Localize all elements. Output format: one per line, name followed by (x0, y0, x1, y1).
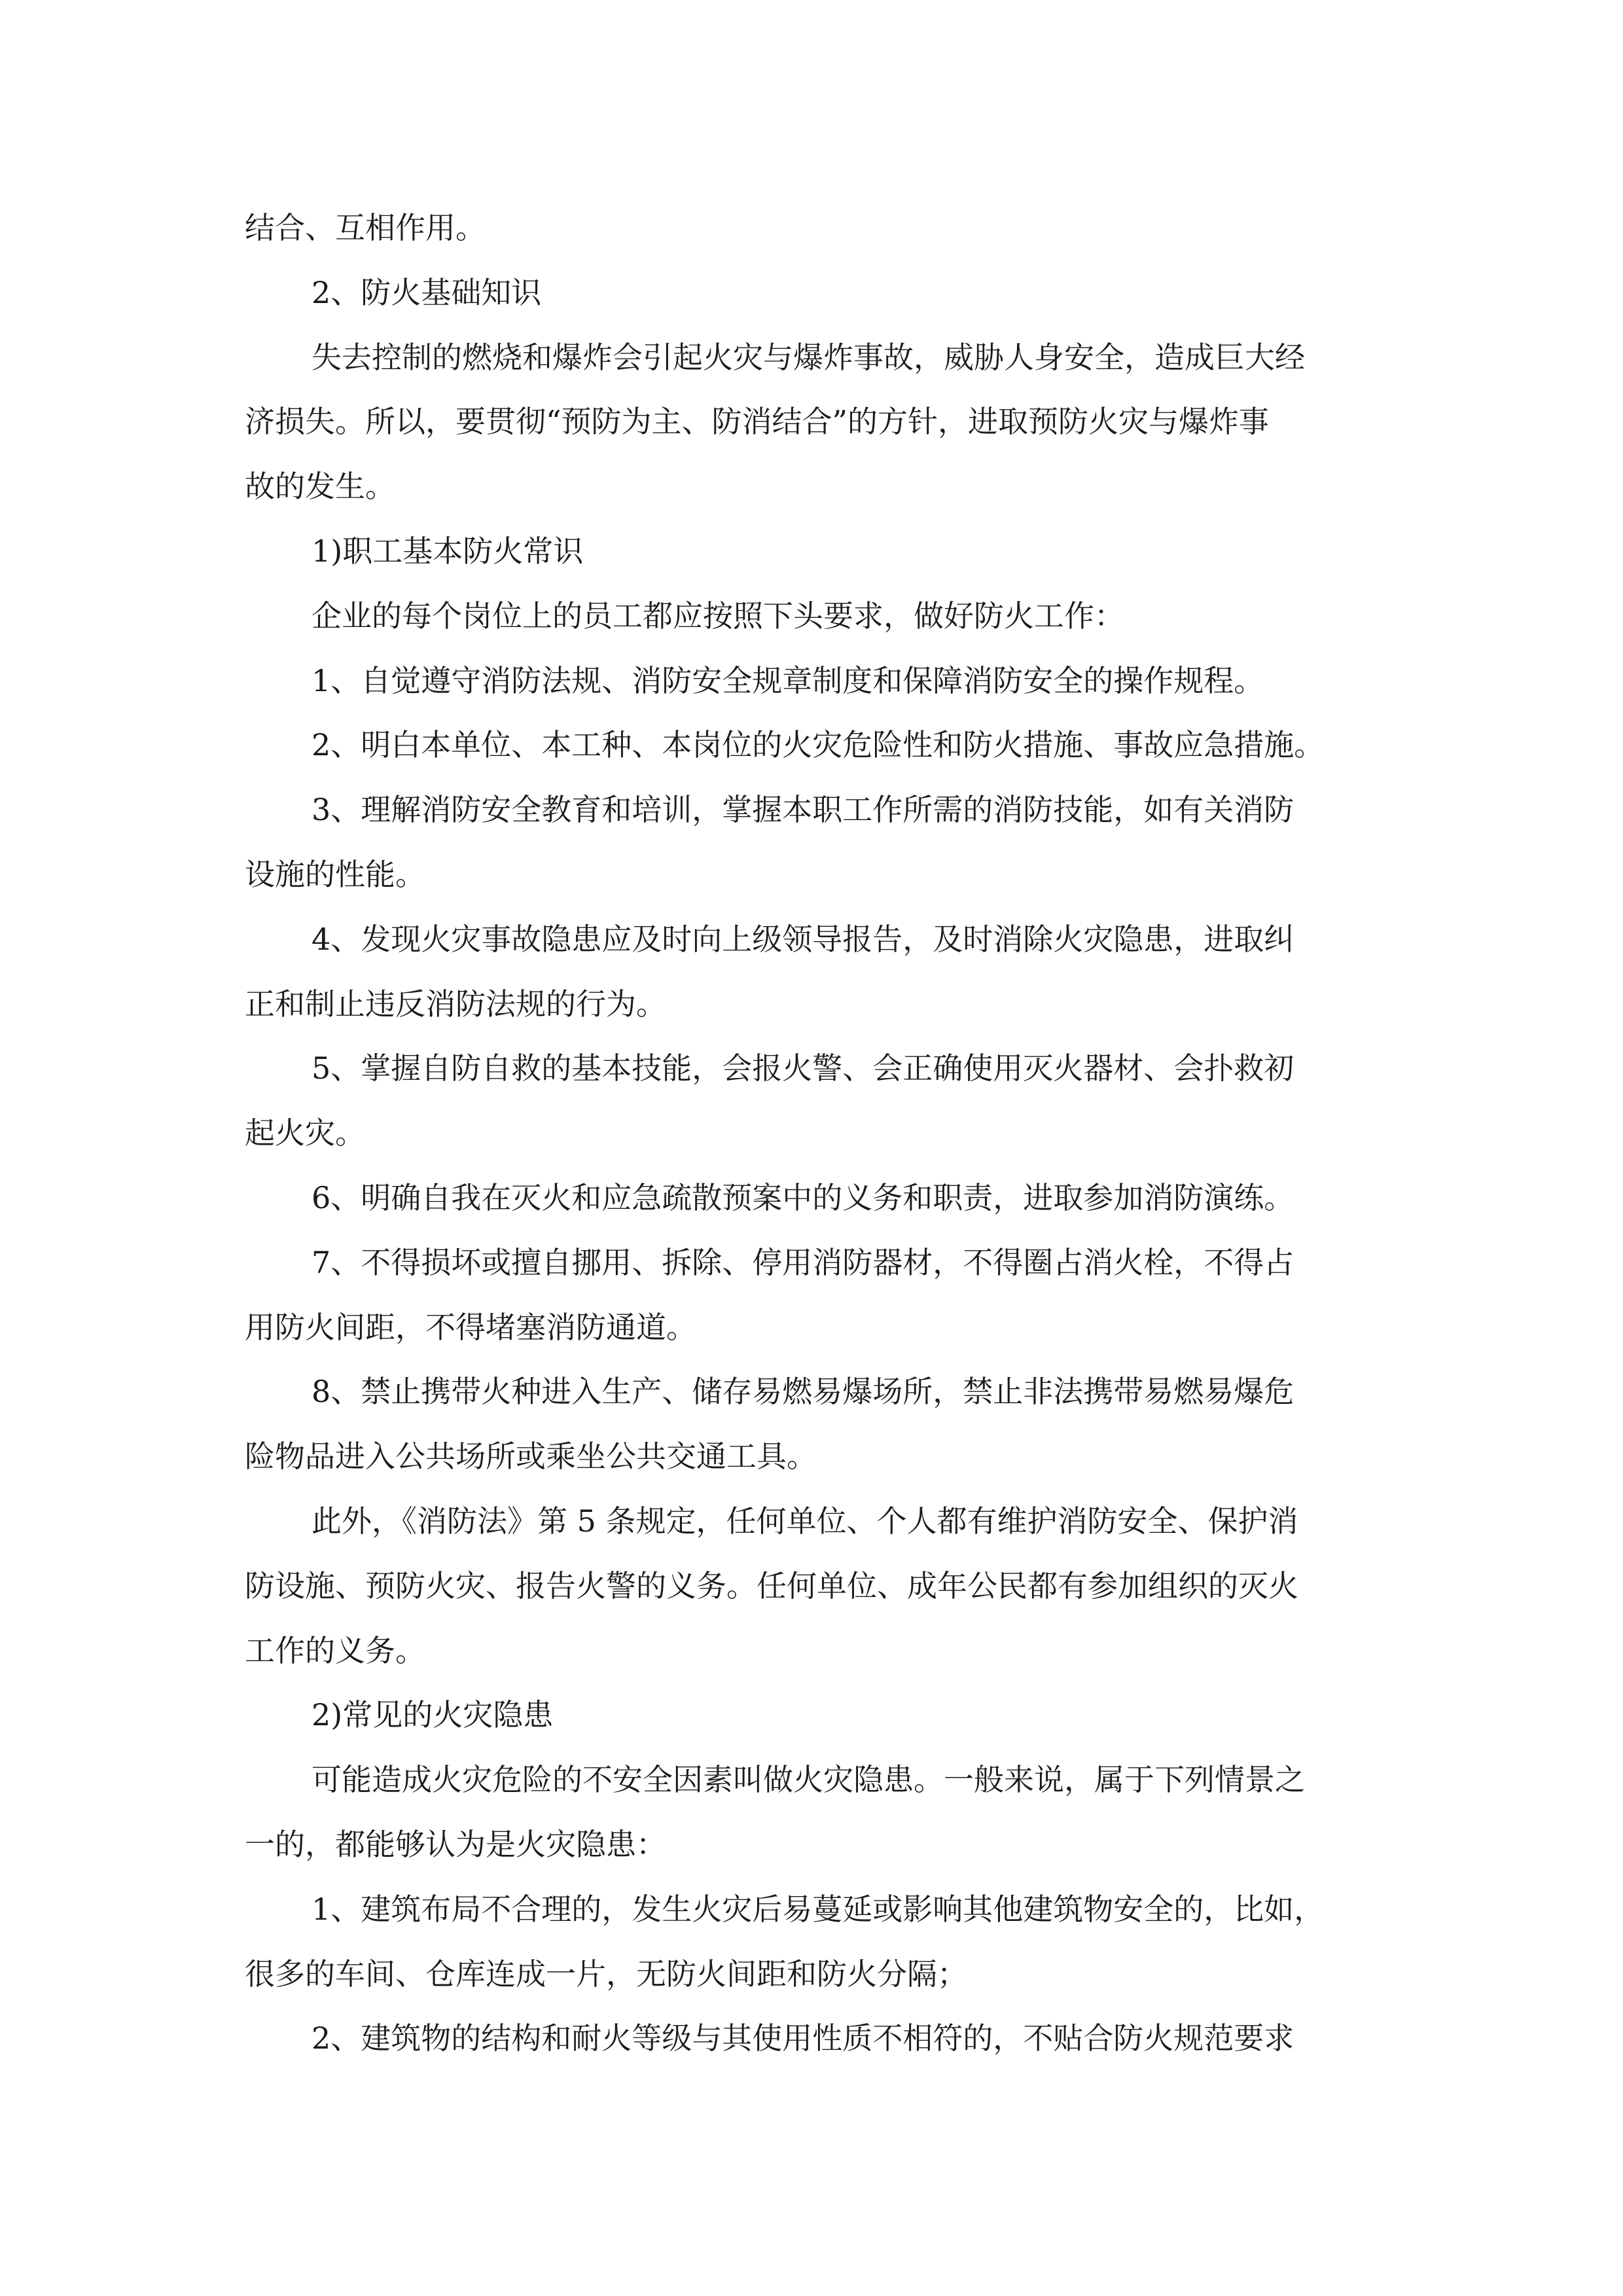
list-item: 1、自觉遵守消防法规、消防安全规章制度和保障消防安全的操作规程。 (312, 663, 1264, 698)
section-heading: 2、防火基础知识 (312, 275, 542, 310)
text-line: 一的，都能够认为是火灾隐患： (245, 1827, 666, 1862)
text-line: 防设施、预防火灾、报告火警的义务。任何单位、成年公民都有参加组织的灭火 (245, 1568, 1298, 1604)
list-item: 8、禁止携带火种进入生产、储存易燃易爆场所，禁止非法携带易燃易爆危 (312, 1374, 1294, 1409)
text-line: 企业的每个岗位上的员工都应按照下头要求，做好防火工作： (312, 598, 1124, 634)
subsection-heading: 1)职工基本防火常识 (312, 533, 584, 569)
subsection-heading: 2)常见的火灾隐患 (312, 1697, 554, 1732)
list-item: 7、不得损坏或擅自挪用、拆除、停用消防器材，不得圈占消火栓，不得占 (312, 1245, 1294, 1280)
list-item: 2、建筑物的结构和耐火等级与其使用性质不相符的，不贴合防火规范要求 (312, 2020, 1294, 2056)
list-item: 2、明白本单位、本工种、本岗位的火灾危险性和防火措施、事故应急措施。 (312, 727, 1325, 762)
text-line: 济损失。所以，要贯彻“预防为主、防消结合”的方针，进取预防火灾与爆炸事 (245, 404, 1270, 439)
list-item-continuation: 很多的车间、仓库连成一片，无防火间距和防火分隔； (245, 1956, 967, 1992)
text-line: 此外，《消防法》第 5 条规定，任何单位、个人都有维护消防安全、保护消 (312, 1503, 1298, 1539)
list-item-continuation: 起火灾。 (245, 1115, 365, 1151)
list-item: 5、掌握自防自救的基本技能，会报火警、会正确使用灭火器材、会扑救初 (312, 1050, 1294, 1086)
list-item-continuation: 正和制止违反消防法规的行为。 (245, 986, 666, 1022)
list-item: 4、发现火灾事故隐患应及时向上级领导报告，及时消除火灾隐患，进取纠 (312, 922, 1294, 957)
text-line: 结合、互相作用。 (245, 210, 486, 245)
text-line: 失去控制的燃烧和爆炸会引起火灾与爆炸事故，威胁人身安全，造成巨大经 (312, 340, 1305, 375)
list-item-continuation: 险物品进入公共场所或乘坐公共交通工具。 (245, 1439, 817, 1474)
list-item-continuation: 设施的性能。 (245, 857, 425, 892)
text-line: 工作的义务。 (245, 1633, 425, 1668)
list-item: 1、建筑布局不合理的，发生火灾后易蔓延或影响其他建筑物安全的，比如， (312, 1892, 1325, 1927)
text-line: 故的发生。 (245, 469, 395, 504)
text-line: 可能造成火灾危险的不安全因素叫做火灾隐患。一般来说，属于下列情景之 (312, 1762, 1305, 1797)
list-item: 6、明确自我在灭火和应急疏散预案中的义务和职责，进取参加消防演练。 (312, 1180, 1294, 1215)
list-item-continuation: 用防火间距，不得堵塞消防通道。 (245, 1310, 696, 1345)
list-item: 3、理解消防安全教育和培训，掌握本职工作所需的消防技能，如有关消防 (312, 792, 1294, 827)
